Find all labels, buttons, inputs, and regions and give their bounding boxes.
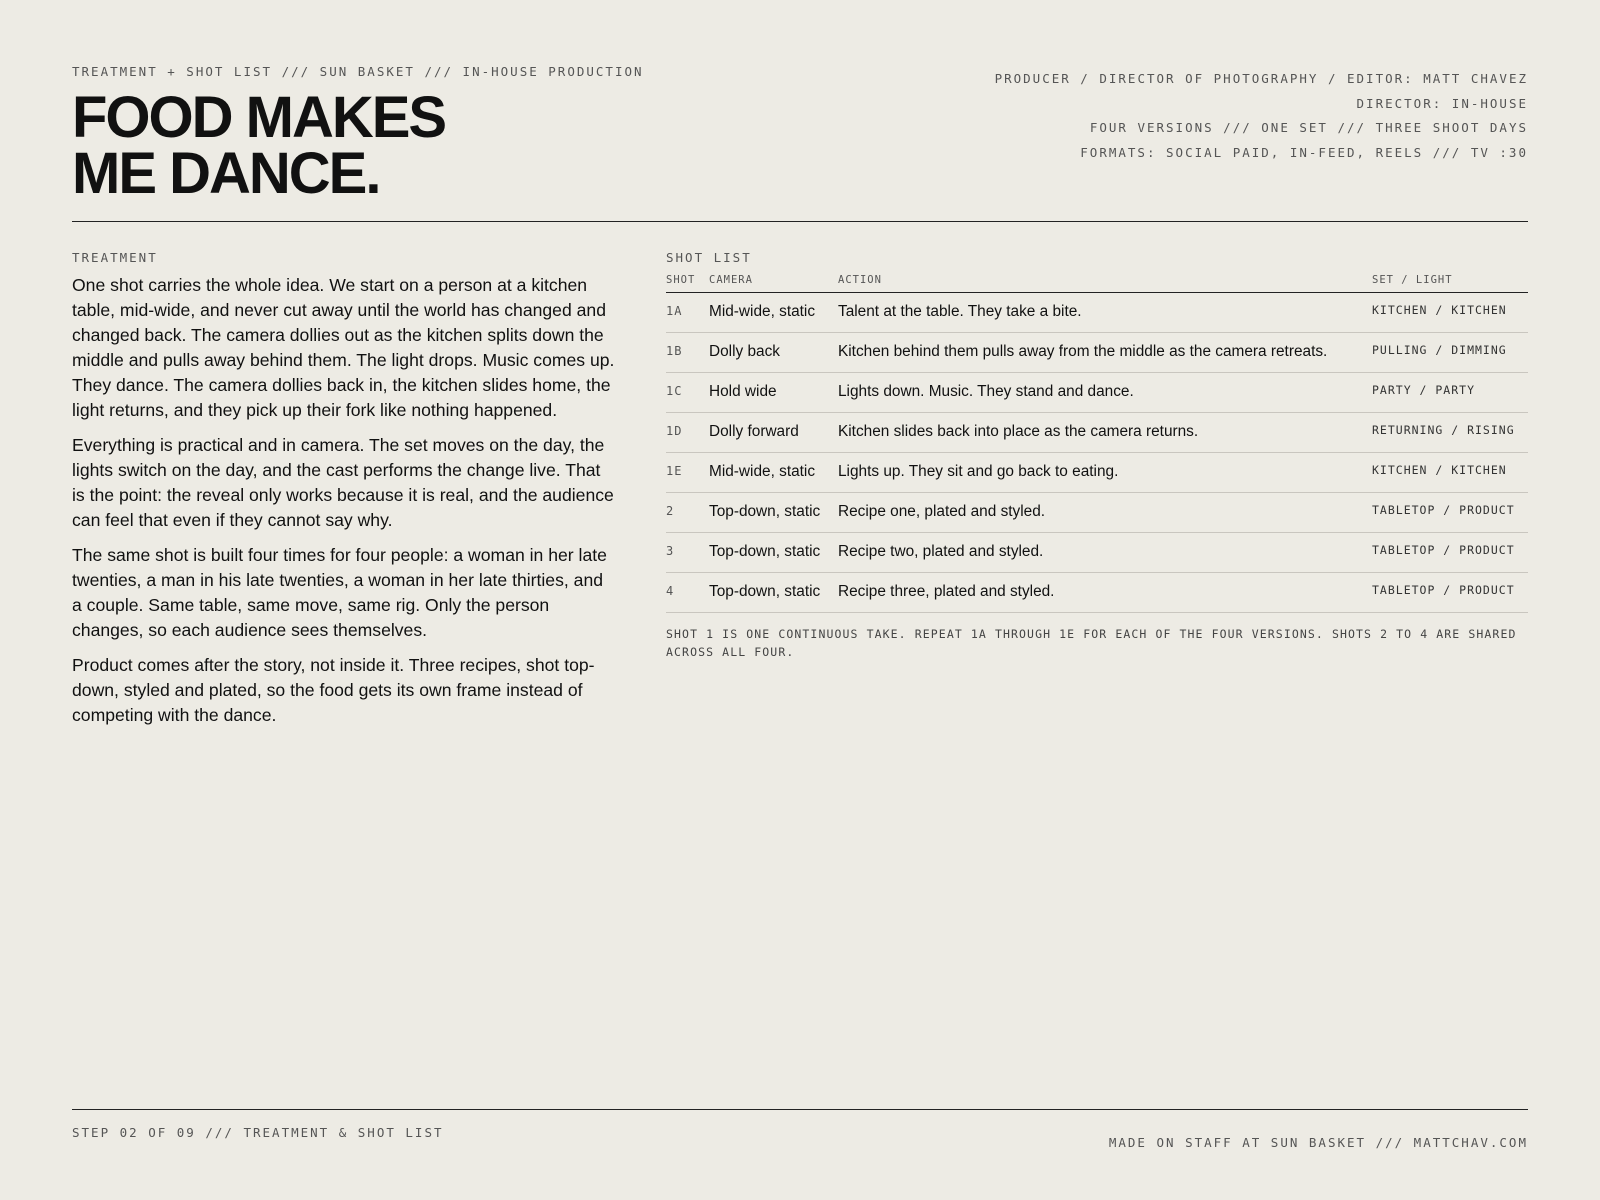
shot-number: 2 bbox=[666, 504, 675, 518]
treatment-paragraph: Everything is practical and in camera. The set moves on the day, the lights switch on the day, and the cast performs the change live. That is the point: the reveal only works because it is real, and the audience can feel that even if they cannot say why. bbox=[72, 435, 614, 530]
credits bbox=[995, 67, 1528, 165]
column-header-action: ACTION bbox=[838, 274, 882, 286]
shot-list-section bbox=[666, 250, 1528, 661]
shot-action: Lights up. They sit and go back to eating. bbox=[838, 463, 1119, 480]
shot-list-note: SHOT 1 IS ONE CONTINUOUS TAKE. REPEAT 1A THROUGH 1E FOR EACH OF THE FOUR VERSIONS. SHOTS 2 TO 4 ARE SHARED ACROSS ALL FOUR. bbox=[666, 627, 1517, 659]
shot-number: 3 bbox=[666, 544, 675, 558]
column-header-camera: CAMERA bbox=[709, 274, 753, 286]
table-row bbox=[666, 453, 1528, 493]
shot-number: 1B bbox=[666, 344, 683, 358]
footer-divider bbox=[72, 1109, 1528, 1110]
footer-credit: MADE ON STAFF AT SUN BASKET /// MATTCHAV.COM bbox=[1108, 1135, 1528, 1150]
table-row bbox=[666, 533, 1528, 573]
shot-list-label: SHOT LIST bbox=[666, 250, 752, 265]
treatment-paragraph: One shot carries the whole idea. We start on a person at a kitchen table, mid-wide, and never cut away until the world has changed and changed back. The camera dollies out as the kitchen splits down the middle and pulls away behind them. The light drops. Music comes up. They dance. The camera dollies back in, the kitchen slides home, the light returns, and they pick up their fork like nothing happened. bbox=[72, 275, 615, 420]
shot-action: Kitchen slides back into place as the camera returns. bbox=[838, 423, 1199, 440]
shot-set-light: TABLETOP / PRODUCT bbox=[1372, 543, 1515, 557]
treatment-section bbox=[72, 250, 617, 728]
shot-set-light: KITCHEN / KITCHEN bbox=[1372, 463, 1507, 477]
shot-set-light: PARTY / PARTY bbox=[1372, 383, 1476, 397]
treatment-paragraph: The same shot is built four times for four people: a woman in her late twenties, a man in his late twenties, a woman in her late thirties, and a couple. Same table, same move, same rig. Only the person changes, so each audience sees themselves. bbox=[72, 545, 607, 640]
page bbox=[72, 0, 1528, 1200]
table-row bbox=[666, 293, 1528, 333]
table-row bbox=[666, 333, 1528, 373]
credit-formats: FORMATS: SOCIAL PAID, IN-FEED, REELS /// TV :30 bbox=[1080, 144, 1528, 160]
footer-step: STEP 02 OF 09 /// TREATMENT & SHOT LIST bbox=[72, 1125, 444, 1140]
title-line-1: FOOD MAKES bbox=[72, 85, 446, 150]
shot-camera: Top-down, static bbox=[709, 583, 821, 600]
shot-camera: Mid-wide, static bbox=[709, 303, 816, 320]
shot-camera: Hold wide bbox=[709, 383, 777, 400]
shot-number: 1C bbox=[666, 384, 683, 398]
treatment-label: TREATMENT bbox=[72, 250, 158, 265]
shot-number: 1A bbox=[666, 304, 683, 318]
shot-action: Recipe two, plated and styled. bbox=[838, 543, 1044, 560]
shot-camera: Top-down, static bbox=[709, 503, 821, 520]
column-header-set-light: SET / LIGHT bbox=[1372, 274, 1453, 286]
table-row bbox=[666, 573, 1528, 613]
shot-action: Recipe three, plated and styled. bbox=[838, 583, 1055, 600]
shot-action: Talent at the table. They take a bite. bbox=[838, 303, 1082, 320]
shot-action: Kitchen behind them pulls away from the middle as the camera retreats. bbox=[838, 343, 1328, 360]
shot-number: 4 bbox=[666, 584, 675, 598]
title-line-2: ME DANCE. bbox=[72, 141, 380, 206]
header-kicker: TREATMENT + SHOT LIST /// SUN BASKET /// IN-HOUSE PRODUCTION bbox=[72, 64, 644, 79]
shot-set-light: RETURNING / RISING bbox=[1372, 423, 1515, 437]
shot-set-light: KITCHEN / KITCHEN bbox=[1372, 303, 1507, 317]
shot-camera: Dolly back bbox=[709, 343, 780, 360]
credit-versions: FOUR VERSIONS /// ONE SET /// THREE SHOOT DAYS bbox=[1089, 120, 1528, 135]
shot-list-table bbox=[666, 292, 1528, 613]
shot-action: Lights down. Music. They stand and dance. bbox=[838, 383, 1134, 400]
page-title bbox=[72, 85, 446, 206]
shot-set-light: TABLETOP / PRODUCT bbox=[1372, 503, 1515, 517]
header-divider bbox=[72, 221, 1528, 222]
shot-number: 1E bbox=[666, 464, 683, 478]
table-row bbox=[666, 373, 1528, 413]
shot-set-light: PULLING / DIMMING bbox=[1372, 343, 1507, 357]
treatment-paragraph: Product comes after the story, not inside it. Three recipes, shot top-down, styled and plated, so the food gets its own frame instead of competing with the dance. bbox=[72, 655, 595, 725]
shot-set-light: TABLETOP / PRODUCT bbox=[1372, 583, 1515, 597]
shot-number: 1D bbox=[666, 424, 683, 438]
credit-crew: PRODUCER / DIRECTOR OF PHOTOGRAPHY / EDITOR: MATT CHAVEZ bbox=[994, 71, 1528, 86]
shot-list-header bbox=[666, 250, 1528, 292]
shot-camera: Mid-wide, static bbox=[709, 463, 816, 480]
shot-action: Recipe one, plated and styled. bbox=[838, 503, 1046, 520]
header bbox=[72, 64, 1528, 222]
table-row bbox=[666, 493, 1528, 533]
column-header-shot: SHOT bbox=[666, 274, 696, 286]
shot-camera: Dolly forward bbox=[709, 423, 799, 440]
shot-camera: Top-down, static bbox=[709, 543, 821, 560]
table-row bbox=[666, 413, 1528, 453]
credit-director: DIRECTOR: IN-HOUSE bbox=[1356, 95, 1528, 111]
